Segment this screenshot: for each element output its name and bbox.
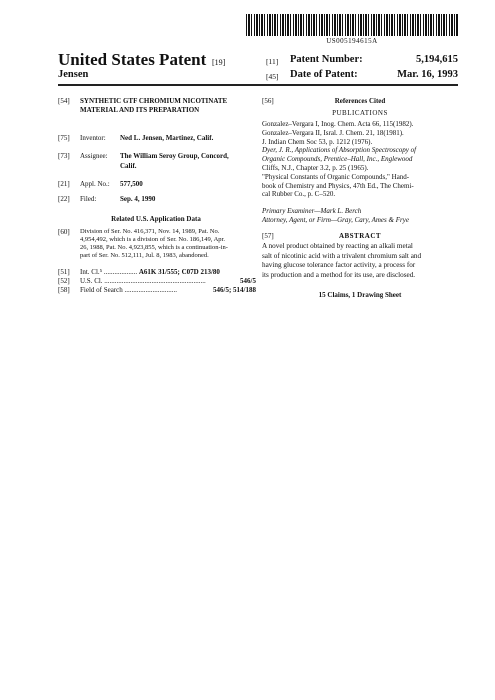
patent-office-title: United States Patent xyxy=(58,50,207,69)
reference-line: Organic Compounds, Prentice–Hall, Inc., Englewood xyxy=(262,155,413,164)
barcode-number: US005194615A xyxy=(326,37,378,45)
related-line: 4,954,492, which is a division of Ser. No. 186,149, Apr. xyxy=(80,236,225,243)
date-label: Date of Patent: xyxy=(290,69,358,80)
reference-line: Gonzalez–Vergara II, Isral. J. Chem. 21, 18(1981). xyxy=(262,128,404,137)
inventor-value: Ned L. Jensen, Martinez, Calif. xyxy=(120,134,214,142)
filed-date: Sep. 4, 1990 xyxy=(120,195,156,203)
filed-label: Filed: xyxy=(80,195,97,203)
reference-line: Dyer, J. R., Applications of Absorption Spectroscopy of xyxy=(262,146,417,155)
patent-date: Mar. 16, 1993 xyxy=(397,69,458,80)
related-line: Division of Ser. No. 416,371, Nov. 14, 1989, Pat. No. xyxy=(80,228,220,235)
assignee-code: [73] xyxy=(58,152,70,160)
search-code: [58] xyxy=(58,286,70,294)
inventor-code: [75] xyxy=(58,134,70,142)
appl-number: 577,500 xyxy=(120,180,143,188)
uscl-value: 546/5 xyxy=(240,277,256,285)
abstract-text xyxy=(262,242,458,280)
abstract-heading: ABSTRACT xyxy=(338,232,382,240)
header-rule xyxy=(58,84,458,86)
references-list xyxy=(262,120,458,199)
intcl-row xyxy=(80,268,256,276)
invention-title: SYNTHETIC GTF CHROMIUM NICOTINATE MATERIAL AND ITS PREPARATION xyxy=(80,97,228,114)
reference-line: Gonzalez–Vergara I, Inog. Chem. Acta 66, 115(1982). xyxy=(262,120,414,128)
date-code: [45] xyxy=(266,72,279,81)
intcl-code: [51] xyxy=(58,268,70,276)
claims-count: 15 Claims, 1 Drawing Sheet xyxy=(318,291,402,299)
uscl-label: U.S. Cl. .......................................................... xyxy=(80,277,206,285)
patent-number: 5,194,615 xyxy=(416,54,458,65)
reference-line: "Physical Constants of Organic Compounds," Hand- xyxy=(262,172,410,181)
abstract-line: its production and a method for its use, are disclosed. xyxy=(262,270,416,279)
related-line: part of Ser. No. 512,111, Jul. 8, 1983, abandoned. xyxy=(80,252,209,259)
intcl-value: A61K 31/555; C07D 213/80 xyxy=(138,268,220,276)
reference-line: book of Chemistry and Physics, 47th Ed., The Chemi- xyxy=(262,181,414,190)
abstract-code: [57] xyxy=(262,232,274,240)
related-code: [60] xyxy=(58,228,70,236)
abstract-line: A novel product obtained by reacting an alkali metal xyxy=(262,242,413,250)
search-label: Field of Search .............................. xyxy=(80,286,178,294)
barcode-image xyxy=(246,14,458,36)
appl-code: [21] xyxy=(58,180,70,188)
assignee-line-1: The William Seroy Group, Concord, xyxy=(120,152,229,160)
related-data-text xyxy=(80,228,256,260)
reference-line: cal Rubber Co., p. C–520. xyxy=(262,190,336,199)
reference-line: Cliffs, N.J., Chapter 3.2, p. 25 (1965). xyxy=(262,163,369,172)
title-code: [54] xyxy=(58,97,70,105)
related-line: 26, 1988, Pat. No. 4,923,855, which is a continuation-in- xyxy=(80,244,228,251)
office-code: [19] xyxy=(212,58,226,67)
appl-label: Appl. No.: xyxy=(80,180,110,188)
publications-heading: PUBLICATIONS xyxy=(332,109,388,117)
assignee-label: Assignee: xyxy=(80,152,108,160)
related-data-heading: Related U.S. Application Data xyxy=(111,215,201,223)
assignee-line-2: Calif. xyxy=(120,162,137,170)
refs-code: [56] xyxy=(262,97,274,105)
attorney: Attorney, Agent, or Firm—Gray, Cary, Ames & Frye xyxy=(262,216,409,224)
abstract-line: salt of nicotinic acid with a trivalent chromium salt and xyxy=(262,251,422,260)
filed-code: [22] xyxy=(58,195,70,203)
inventor-label: Inventor: xyxy=(80,134,106,142)
uscl-code: [52] xyxy=(58,277,70,285)
patent-number-code: [11] xyxy=(266,57,279,66)
patent-number-label: Patent Number: xyxy=(290,54,363,65)
intcl-label: Int. Cl.⁵ ................... xyxy=(80,268,138,276)
inventor-surname: Jensen xyxy=(58,69,89,80)
search-value: 546/5; 514/188 xyxy=(213,286,256,294)
abstract-line: having glucose tolerance factor activity, a process for xyxy=(262,261,416,269)
primary-examiner: Primary Examiner—Mark L. Berch xyxy=(262,207,362,215)
reference-line: J. Indian Chem Soc 53, p. 1212 (1976). xyxy=(262,137,373,146)
refs-heading: References Cited xyxy=(334,97,386,105)
